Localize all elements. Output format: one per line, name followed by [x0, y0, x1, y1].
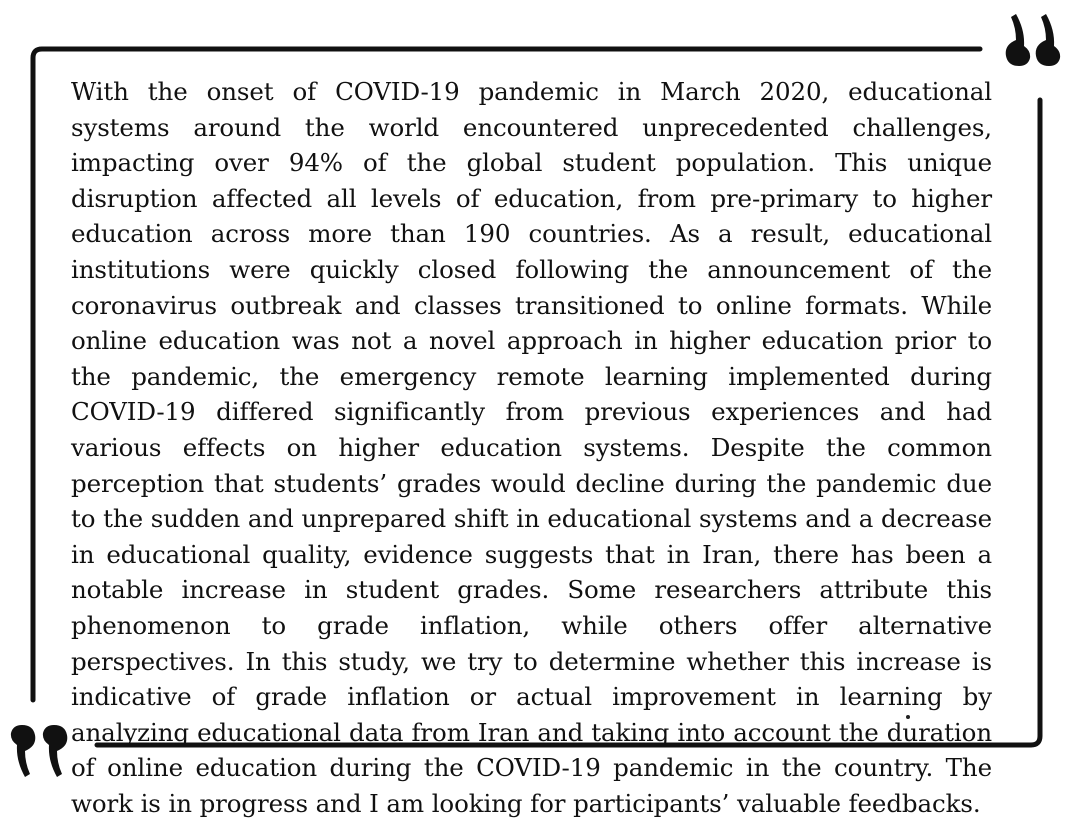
closing-quote-icon — [1006, 14, 1060, 66]
abstract-text: With the onset of COVID-19 pandemic in March 2020, educational systems around the world encountered unprecedented challenges, impacting over 94% of the global student population. This unique disruption affected all levels of education, from pre-primary to higher education across more than 190 countries. As a result, educational institutions were quickly closed following the announcement of the coronavirus outbreak and classes transitioned to online formats. While online education was not a novel approach in higher education prior to the pandemic, the emergency remote learning implemented during COVID-19 differed significantly from previous experiences and had various effects on higher education systems. Despite the common perception that students’ grades would decline during the pandemic due to the sudden and unprepared shift in educational systems and a decrease in educational quality, evidence suggests that in Iran, there has been a notable increase in student grades. Some researchers attribute this phenomenon to grade inflation, while others offer alternative perspectives. In this study, we try to determine whether this increase is indicative of grade inflation or actual improvement in learning by analyzing educational data from Iran and taking into account the duration of online education during the COVID-19 pandemic in the country. The work is in progress and I am looking for participants’ valuable feedbacks. — [71, 77, 992, 818]
opening-quote-icon — [11, 725, 67, 777]
